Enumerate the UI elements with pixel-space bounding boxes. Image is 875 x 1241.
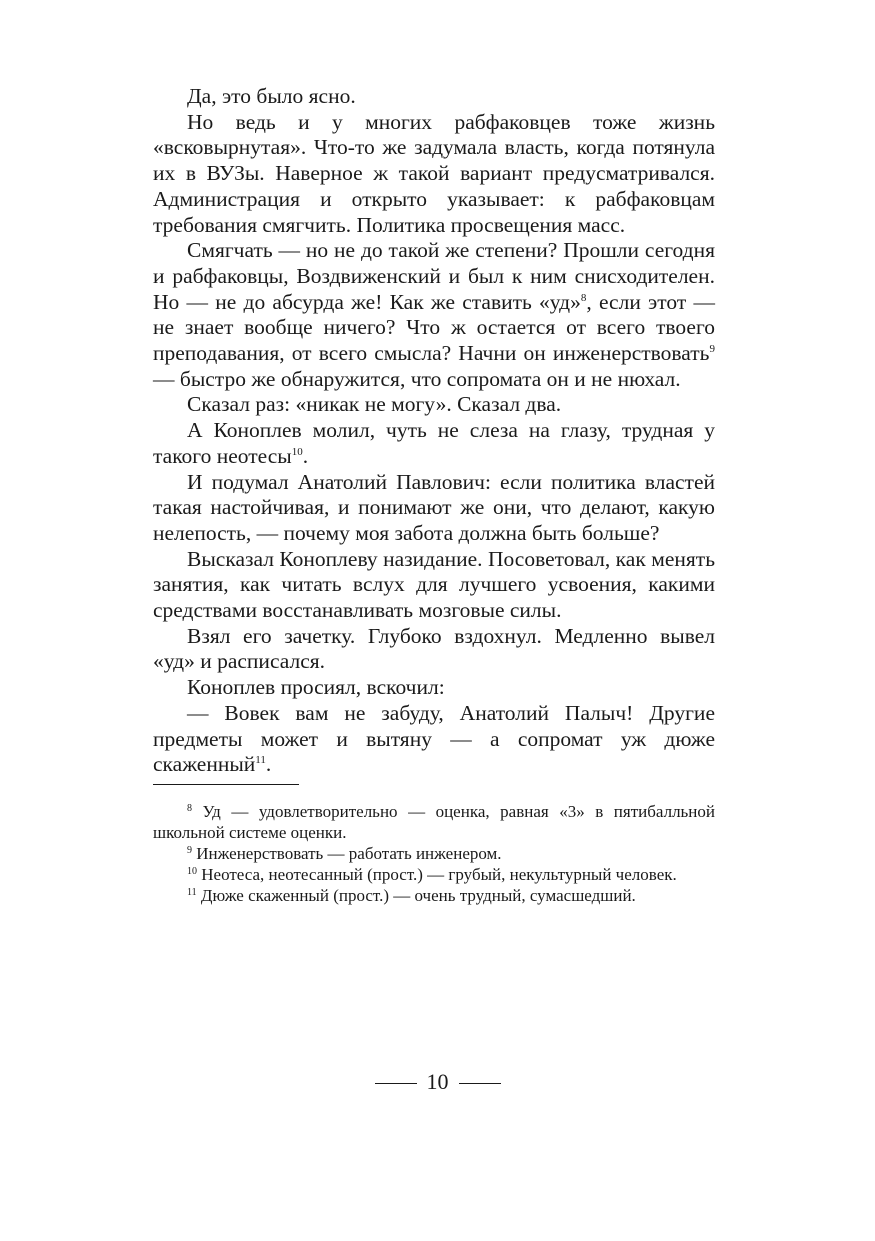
paragraph-text: — Вовек вам не забуду, Анатолий Палыч! Другие предметы может и вытяну — а сопромат уж дюже скаженный [153, 700, 715, 777]
paragraph-text: — быстро же обнаружится, что сопромата он и не нюхал. [153, 366, 681, 391]
footnote-ref: 11 [255, 754, 266, 767]
footnote-mark: 9 [187, 844, 192, 856]
page-body [153, 84, 715, 906]
footnote-ref: 8 [580, 291, 587, 304]
paragraph: Высказал Коноплеву назидание. Посоветовал, как менять занятия, как читать вслух для лучшего усвоения, какими средствами восстанавливать мозговые силы. [153, 546, 715, 623]
footnote-ref: 10 [291, 445, 303, 458]
footnote-ref: 9 [709, 343, 715, 356]
paragraph [153, 238, 715, 392]
footnote [153, 843, 715, 864]
folio-dash-right [459, 1083, 501, 1084]
footnote-text: Уд — удовлетворительно — оценка, равная «3» в пятибалльной школьной системе оценки. [153, 801, 715, 842]
paragraph [153, 701, 715, 778]
footnote-mark: 10 [187, 865, 197, 877]
paragraph: Коноплев просиял, вскочил: [187, 675, 445, 700]
paragraph [153, 418, 715, 469]
paragraph-text: . [265, 752, 272, 777]
page-number [0, 1068, 875, 1096]
footnote [153, 885, 715, 906]
footnote-divider [153, 784, 299, 785]
paragraph-text: А Коноплев молил, чуть не слеза на глазу, трудная у такого неотесы [153, 418, 715, 468]
footnote [153, 864, 715, 885]
page-number-text: 10 [426, 1069, 449, 1094]
footnote-mark: 11 [187, 886, 197, 898]
paragraph-text: . [302, 443, 309, 468]
paragraph: Взял его зачетку. Глубоко вздохнул. Медленно вывел «уд» и расписался. [153, 623, 715, 674]
folio-dash-left [375, 1083, 417, 1084]
paragraph: Да, это было ясно. [187, 84, 356, 108]
paragraph: Сказал раз: «никак не могу». Сказал два. [187, 392, 562, 417]
footnote-text: Инженерствовать — работать инженером. [192, 843, 502, 863]
paragraph-text: Смягчать — но не до такой же степени? Прошли сегодня и рабфаковцы, Воздвиженский и был к ним снисходителен. Но — не до абсурда же! Как же ставить «уд» [153, 238, 715, 314]
footnote [153, 801, 715, 843]
paragraph: Но ведь и у многих рабфаковцев тоже жизнь «всковырнутая». Что-то же задумала власть, когда потянула их в ВУЗы. Наверное ж такой вариант предусматривался. Администрация и открыто указывает: к рабфаковцам требования смягчить. Политика просвещения масс. [153, 109, 715, 237]
footnote-mark: 8 [187, 802, 192, 814]
footnote-text: Неотеса, неотесанный (прост.) — грубый, некультурный человек. [197, 864, 677, 884]
footnote-text: Дюже скаженный (прост.) — очень трудный, сумасшедший. [196, 885, 636, 905]
paragraph: И подумал Анатолий Павлович: если политика властей такая настойчивая, и понимают же они, что делают, какую нелепость, — почему моя забота должна быть больше? [153, 469, 715, 545]
paragraph-text: , если этот — не знает вообще ничего? Что ж остается от всего твоего преподавания, от всего смысла? Начни он инженерствовать [153, 289, 715, 366]
